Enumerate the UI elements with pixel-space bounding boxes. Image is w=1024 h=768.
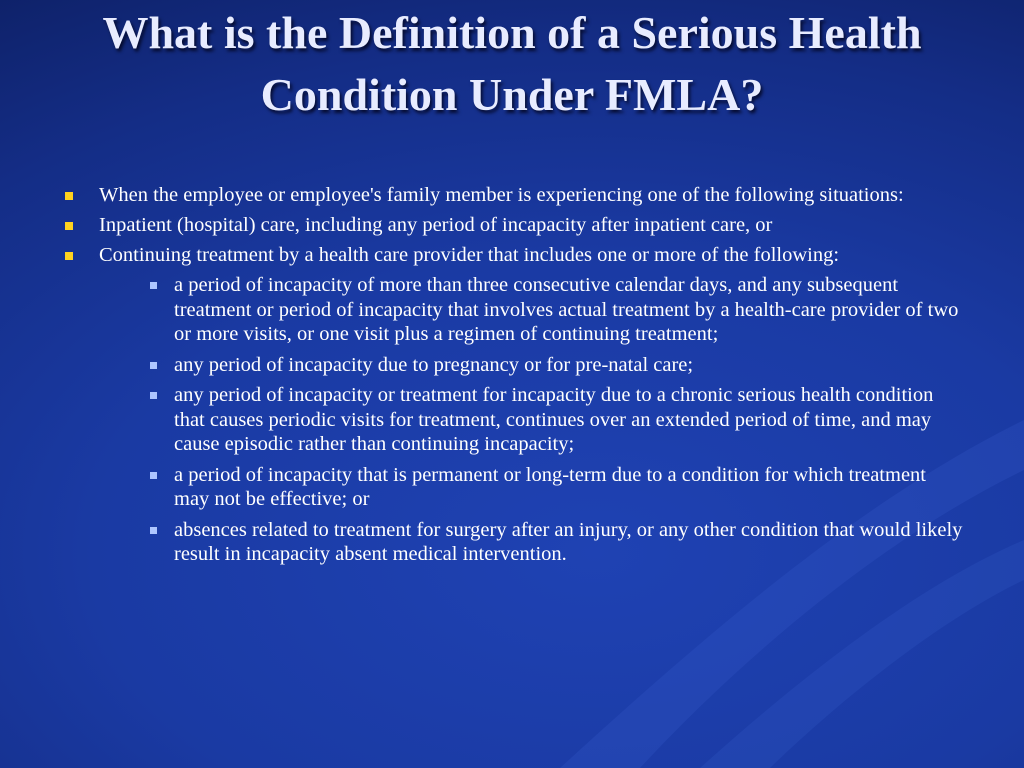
sub-bullet-item [144, 353, 964, 378]
sub-bullet-list [144, 273, 967, 567]
sub-bullet-item [144, 383, 964, 457]
bullet-text: When the employee or employee's family member is experiencing one of the following situations: [99, 184, 904, 206]
bullet-list [62, 183, 967, 573]
bullet-item [62, 213, 967, 237]
sub-bullet-text: a period of incapacity of more than three consecutive calendar days, and any subsequent treatment or period of incapacity that involves actual treatment by a health-care provider of two or more visits, or one visit plus a regimen of continuing treatment; [174, 274, 959, 345]
sub-bullet-item [144, 518, 964, 567]
bullet-item [62, 183, 967, 207]
square-sub-bullet-icon [150, 392, 157, 399]
sub-bullet-text: a period of incapacity that is permanent or long-term due to a condition for which treatment may not be effective; or [174, 463, 926, 510]
square-sub-bullet-icon [150, 527, 157, 534]
square-sub-bullet-icon [150, 282, 157, 289]
sub-bullet-item [144, 463, 964, 512]
sub-bullet-text: any period of incapacity due to pregnancy or for pre-natal care; [174, 353, 694, 376]
bullet-text: Continuing treatment by a health care provider that includes one or more of the following: [99, 244, 840, 266]
square-bullet-icon [65, 252, 73, 260]
sub-bullet-text: any period of incapacity or treatment for incapacity due to a chronic serious health condition that causes periodic visits for treatment, continues over an extended period of time, and may cause episodic rather than continuing incapacity; [174, 384, 934, 455]
sub-bullet-text: absences related to treatment for surgery after an injury, or any other condition that would likely result in incapacity absent medical intervention. [174, 518, 963, 565]
square-bullet-icon [65, 222, 73, 230]
square-sub-bullet-icon [150, 362, 157, 369]
bullet-text: Inpatient (hospital) care, including any period of incapacity after inpatient care, or [99, 214, 773, 236]
bullet-item [62, 243, 967, 567]
square-bullet-icon [65, 192, 73, 200]
square-sub-bullet-icon [150, 472, 157, 479]
slide-title: What is the Definition of a Serious Health Condition Under FMLA? [102, 7, 922, 120]
sub-bullet-item [144, 273, 964, 347]
